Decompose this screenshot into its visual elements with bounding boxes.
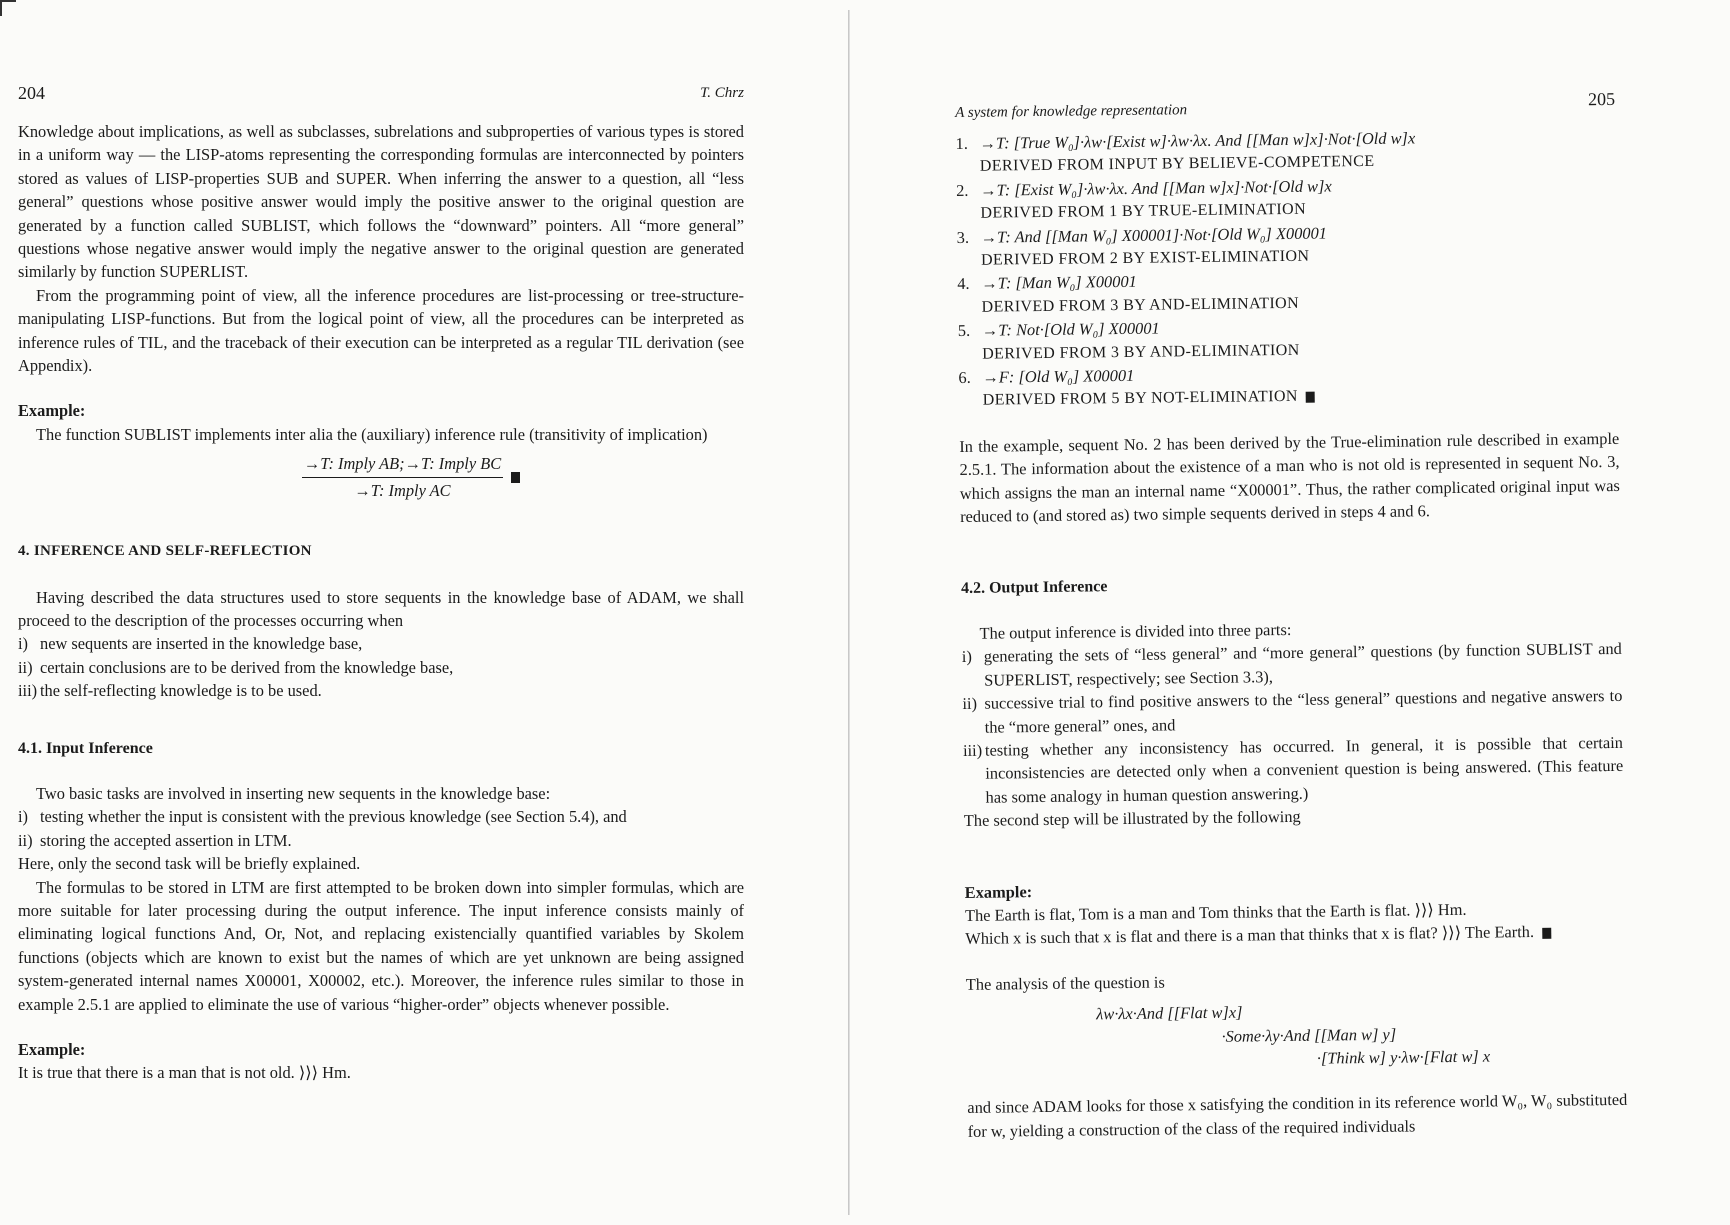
- sequent-item: 3. →T: And [[Man W₀] X00001]·Not·[Old W₀] X00001 DERIVED FROM 2 BY EXIST-ELIMINATION: [956, 223, 1328, 269]
- sequent-item: 4. →T: [Man W₀] X00001 DERIVED FROM 3 BY AND-ELIMINATION: [957, 272, 1300, 316]
- example-label-3: Example:: [964, 881, 1033, 902]
- page-number-right: 205: [1587, 88, 1616, 110]
- sequent-item: 6. →F: [Old W₀] X00001 DERIVED FROM 5 BY NOT-ELIMINATION: [958, 358, 1619, 413]
- section-4-list: [18, 632, 744, 702]
- example-label-1: Example:: [18, 401, 86, 421]
- paragraph-example-explanation: In the example, sequent No. 2 has been derived by the True-elimination rule described in example 2.5.1. The information about the existence of a man who is not old is represented in sequent No. 3, which assigns the man an internal name “X00001”. Thus, the rather complicated original input was reduced to (and stored as) two simple sequents derived in steps 4 and 6.: [959, 428, 1620, 527]
- section-4-1-after-list: Here, only the second task will be briefly explained.: [18, 854, 361, 874]
- running-head-title: A system for knowledge representation: [955, 102, 1188, 121]
- sequent-derivation-list: [955, 124, 1618, 413]
- list-item: i) generating the sets of “less general” and “more general” questions (by function SUBLIST and SUPERLIST, respectively; see Section 3.3),: [961, 639, 1622, 690]
- right-page-body: [955, 88, 1628, 1143]
- section-4-intro: Having described the data structures used to store sequents in the knowledge base of ADAM, we shall proceed to the description of the processes occurring when: [18, 587, 744, 630]
- example-label-2: Example:: [18, 1040, 86, 1059]
- subsection-heading-4-1: 4.1. Input Inference: [18, 739, 153, 757]
- page-number-left: 204: [18, 83, 45, 103]
- running-head-author: T. Chrz: [700, 85, 744, 101]
- list-item: ii) certain conclusions are to be derived from the knowledge base,: [18, 657, 454, 677]
- example-3-line-2: Which x is such that x is flat and there is a man that thinks that x is flat? ⟩⟩⟩ The Earth.: [965, 919, 1625, 950]
- analysis-intro: The analysis of the question is: [965, 972, 1165, 994]
- right-page-header: [955, 88, 1615, 128]
- section-heading-4: 4. INFERENCE AND SELF-REFLECTION: [18, 543, 312, 560]
- list-item: ii) successive trial to find positive answers to the “less general” questions and negative answers to the “more general” ones, and: [962, 686, 1623, 737]
- rule-numerator: →T: Imply AB;→T: Imply BC: [302, 452, 503, 477]
- example-text-1: The function SUBLIST implements inter alia the (auxiliary) inference rule (transitivity of implication): [36, 424, 708, 444]
- list-item: ii) storing the accepted assertion in LTM.: [18, 830, 292, 850]
- list-item: iii) testing whether any inconsistency has occurred. In general, it is possible that certain inconsistencies are detected only when a convenient question is being answered. (This feature has some analogy in human question answering.): [962, 732, 1624, 807]
- list-item: i) new sequents are inserted in the knowledge base,: [18, 634, 363, 654]
- example-3-line-1: The Earth is flat, Tom is a man and Tom thinks that the Earth is flat. ⟩⟩⟩ Hm.: [964, 899, 1467, 925]
- section-4-2-intro: The output inference is divided into three parts:: [979, 619, 1292, 643]
- subsection-heading-4-2: 4.2. Output Inference: [960, 577, 1108, 597]
- section-4-1-intro: Two basic tasks are involved in inserting new sequents in the knowledge base:: [36, 783, 551, 803]
- sequent-item: 5. →T: Not·[Old W₀] X00001 DERIVED FROM 3 BY AND-ELIMINATION: [957, 318, 1300, 363]
- end-of-example-mark: [1542, 928, 1551, 939]
- analysis-line: ·[Think w] y·λw·[Flat w] x: [1316, 1046, 1491, 1068]
- section-4-2-after-list: The second step will be illustrated by the following: [963, 806, 1301, 831]
- analysis-line: ·Some·λy·And [[Man w] y]: [1221, 1024, 1397, 1046]
- left-page-body: [18, 82, 744, 1085]
- section-4-1-list: [18, 805, 744, 852]
- inference-rule: [78, 452, 744, 502]
- end-of-example-mark: [1306, 392, 1315, 403]
- paragraph-implications: Knowledge about implications, as well as subclasses, subrelations and subproperties of various types is stored in a uniform way — the LISP-atoms representing the corresponding formulas are interconnected by pointers stored as values of LISP-properties SUB and SUPER. When inferring the answer to a question, all “less general” questions whose positive answer would imply the positive answer to the original question are generated by a function called SUBLIST, which follows the “downward” pointers. All “more general” questions whose negative answer would imply the negative answer to the original question are generated similarly by function SUPERLIST.: [18, 122, 744, 282]
- closing-paragraph: and since ADAM looks for those x satisfying the condition in its reference world W₀, W₀ substituted for w, yielding a construction of the class of the required individuals: [967, 1090, 1628, 1141]
- analysis-formula: [966, 996, 1627, 1074]
- list-item: i) testing whether the input is consistent with the previous knowledge (see Section 5.4), and: [18, 807, 627, 827]
- list-item: iii) the self-reflecting knowledge is to be used.: [18, 681, 322, 701]
- rule-denominator: →T: Imply AC: [354, 480, 451, 500]
- paragraph-input-inference: The formulas to be stored in LTM are first attempted to be broken down into simpler formulas, which are more suitable for later processing during the output inference. The input inference consists mainly of eliminating logical functions And, Or, Not, and replacing existencially quantified variables by Skolem functions (objects which are known to exist but the names of which are yet unknown are being assigned system-generated internal names X00001, X00002, etc.). Moreover, the inference rules similar to those in example 2.5.1 are applied to eliminate the use of various “higher-order” objects whenever possible.: [18, 877, 744, 1014]
- example-text-2: It is true that there is a man that is not old. ⟩⟩⟩ Hm.: [18, 1063, 351, 1083]
- analysis-line: λw·λx·And [[Flat w]x]: [1096, 1002, 1243, 1024]
- section-4-2-list: [962, 637, 1624, 809]
- sequent-item: 1. →T: [True W₀]·λw·[Exist w]·λw·λx. And [[Man w]x]·Not·[Old w]x DERIVED FROM INPUT BY BELIEVE-COMPETENCE: [955, 128, 1416, 176]
- left-page-header: [18, 82, 744, 112]
- end-of-example-mark: [511, 472, 520, 483]
- sequent-item: 2. →T: [Exist W₀]·λw·λx. And [[Man w]x]·Not·[Old w]x DERIVED FROM 1 BY TRUE-ELIMINATION: [956, 176, 1332, 222]
- paragraph-programming-view: From the programming point of view, all the inference procedures are list-processing or tree-structure-manipulating LISP-functions. But from the logical point of view, all the procedures can be interpreted as inference rules of TIL, and the traceback of their execution can be interpreted as a regular TIL derivation (see Appendix).: [18, 285, 744, 376]
- left-page: [0, 0, 850, 1225]
- right-page: [850, 0, 1730, 1225]
